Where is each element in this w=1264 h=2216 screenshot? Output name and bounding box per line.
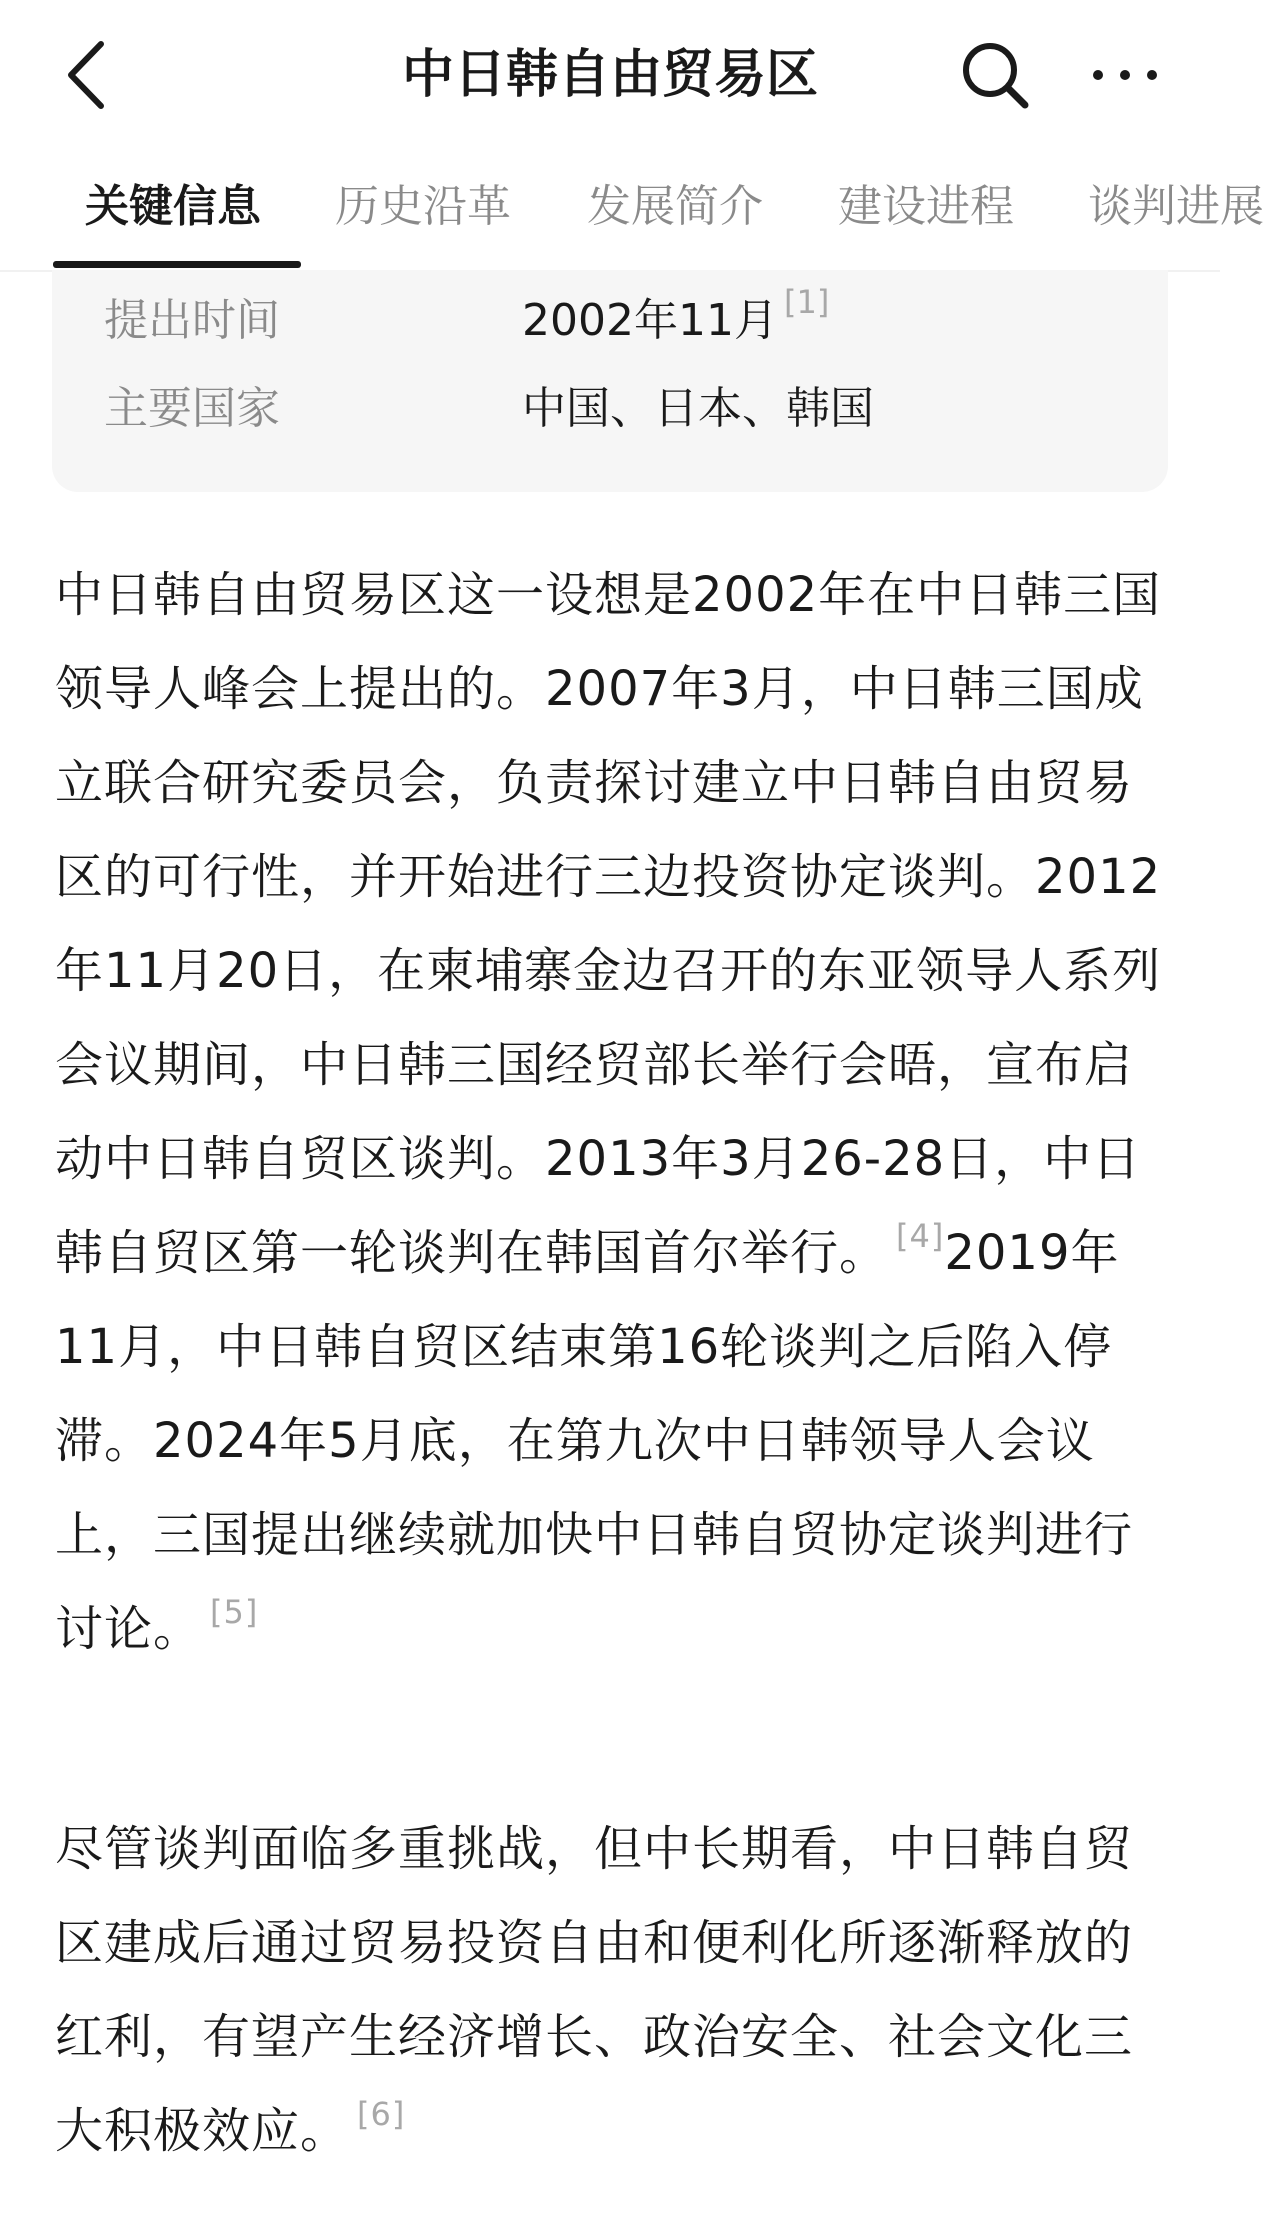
more-button[interactable]: [1080, 30, 1170, 120]
tab-construction-progress[interactable]: 建设进程: [838, 181, 1014, 232]
tab-key-info[interactable]: 关键信息: [85, 181, 261, 232]
top-bar: [0, 0, 1220, 150]
info-label: 主要国家: [104, 383, 280, 434]
info-label: 提出时间: [104, 295, 280, 346]
info-value-text: 中国、日本、韩国: [522, 383, 874, 434]
search-button[interactable]: [950, 30, 1040, 120]
search-icon: [960, 40, 1030, 110]
more-dots-icon: [1090, 65, 1160, 85]
chevron-left-icon: [63, 40, 107, 110]
reference-link[interactable]: [1]: [783, 283, 830, 321]
reference-link[interactable]: [5]: [210, 1593, 259, 1631]
info-row-proposed-time: [104, 283, 1164, 356]
active-tab-indicator: [53, 261, 301, 268]
info-row-main-countries: [104, 374, 1164, 444]
tab-development[interactable]: 发展简介: [587, 181, 763, 232]
content-paragraph: [55, 1802, 1167, 2178]
key-info-card: [52, 270, 1168, 492]
info-value: [522, 283, 830, 356]
page-title: 中日韩自由贸易区: [401, 45, 818, 105]
info-value: [522, 374, 874, 444]
paragraph-text: 2019年11月，中日韩自贸区结束第16轮谈判之后陷入停滞。2024年5月底，在第九次中日韩领导人会议上，三国提出继续就加快中日韩自贸协定谈判进行讨论。: [55, 1225, 1134, 1657]
back-button[interactable]: [50, 30, 120, 120]
reference-link[interactable]: [4]: [896, 1217, 945, 1255]
reference-link[interactable]: [6]: [357, 2095, 406, 2133]
section-tabs: [0, 150, 1264, 272]
info-value-text: 2002年11月: [522, 295, 778, 346]
content-paragraph: [55, 548, 1167, 1676]
paragraph-text: 中日韩自由贸易区这一设想是2002年在中日韩三国领导人峰会上提出的。2007年3月，中日韩三国成立联合研究委员会，负责探讨建立中日韩自由贸易区的可行性，并开始进行三边投资协定谈判。2012年11月20日，在柬埔寨金边召开的东亚领导人系列会议期间，中日韩三国经贸部长举行会晤，宣布启动中日韩自贸区谈判。2013年3月26-28日，中日韩自贸区第一轮谈判在韩国首尔举行。: [55, 567, 1162, 1281]
tab-negotiation-progress[interactable]: 谈判进展: [1088, 181, 1264, 232]
tab-history[interactable]: 历史沿革: [335, 181, 511, 232]
paragraph-text: 尽管谈判面临多重挑战，但中长期看，中日韩自贸区建成后通过贸易投资自由和便利化所逐渐释放的红利，有望产生经济增长、政治安全、社会文化三大积极效应。: [55, 1821, 1134, 2159]
